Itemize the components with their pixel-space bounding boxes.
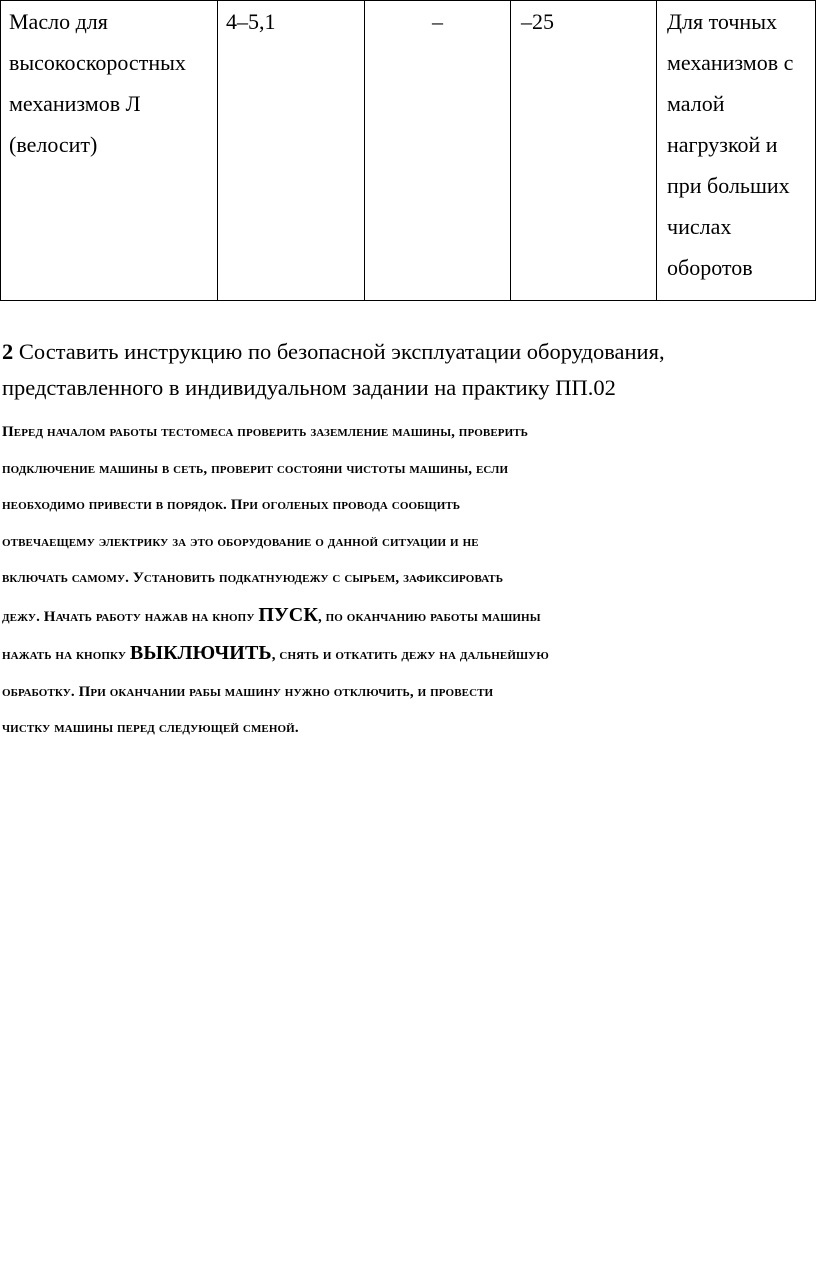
oil-name-cell xyxy=(1,1,218,301)
section-heading xyxy=(2,334,802,406)
purpose-line: Для точных xyxy=(667,9,777,34)
oil-table xyxy=(0,0,816,301)
instruction-line: необходимо привести в порядок. При оголеных провода сообщить xyxy=(2,497,461,513)
instruction-fragment: , снять и откатить дежу на дальнейшую xyxy=(271,647,549,663)
instruction-line: обработку. При оканчании рабы машину нужно отключить, и провести xyxy=(2,683,494,700)
purpose-line: числах xyxy=(667,214,732,239)
dash-cell: – xyxy=(365,1,511,301)
instruction-fragment: , по оканчанию работы машины xyxy=(317,608,541,625)
heading-line-1 xyxy=(2,334,802,370)
instruction-text xyxy=(2,414,814,747)
instruction-fragment: дежу. Начать работу нажав на кнопу xyxy=(2,608,259,625)
instruction-line xyxy=(2,597,814,636)
instruction-line: отвечаещему электрику за это оборудование о данной ситуации и не xyxy=(2,533,479,550)
oil-name-line: высокоскоростных xyxy=(9,50,186,75)
purpose-line: оборотов xyxy=(667,255,753,280)
instruction-fragment: нажать на кнопку xyxy=(2,647,130,663)
section-number: 2 xyxy=(2,339,14,364)
instruction-line: включать самому. Установить подкатнуюдежу с сырьем, зафиксировать xyxy=(2,570,504,586)
temperature-cell: –25 xyxy=(511,1,657,301)
oil-name-line: механизмов Л xyxy=(9,91,141,116)
table-row xyxy=(1,1,816,301)
purpose-line: нагрузкой и xyxy=(667,132,778,157)
stop-button-label: ВЫКЛЮЧИТЬ xyxy=(129,642,272,664)
instruction-line xyxy=(2,635,814,674)
purpose-line: механизмов с xyxy=(667,50,794,75)
heading-line-2: представленного в индивидуальном задании на практику ПП.02 xyxy=(2,375,616,400)
purpose-cell xyxy=(657,1,816,301)
purpose-line: малой xyxy=(667,91,725,116)
viscosity-cell: 4–5,1 xyxy=(218,1,365,301)
instruction-line: подключение машины в сеть, проверит состояни чистоты машины, если xyxy=(2,460,509,477)
heading-text-1: Составить инструкцию по безопасной эксплуатации оборудования, xyxy=(18,339,665,364)
oil-name-line: Масло для xyxy=(9,9,108,34)
start-button-label: ПУСК xyxy=(258,603,318,626)
purpose-line: при больших xyxy=(667,173,790,198)
oil-name-line: (велосит) xyxy=(9,132,98,157)
instruction-line: чистку машины перед следующей сменой. xyxy=(2,720,299,736)
instruction-line: Перед началом работы тестомеса проверить заземление машины, проверить xyxy=(2,424,529,440)
